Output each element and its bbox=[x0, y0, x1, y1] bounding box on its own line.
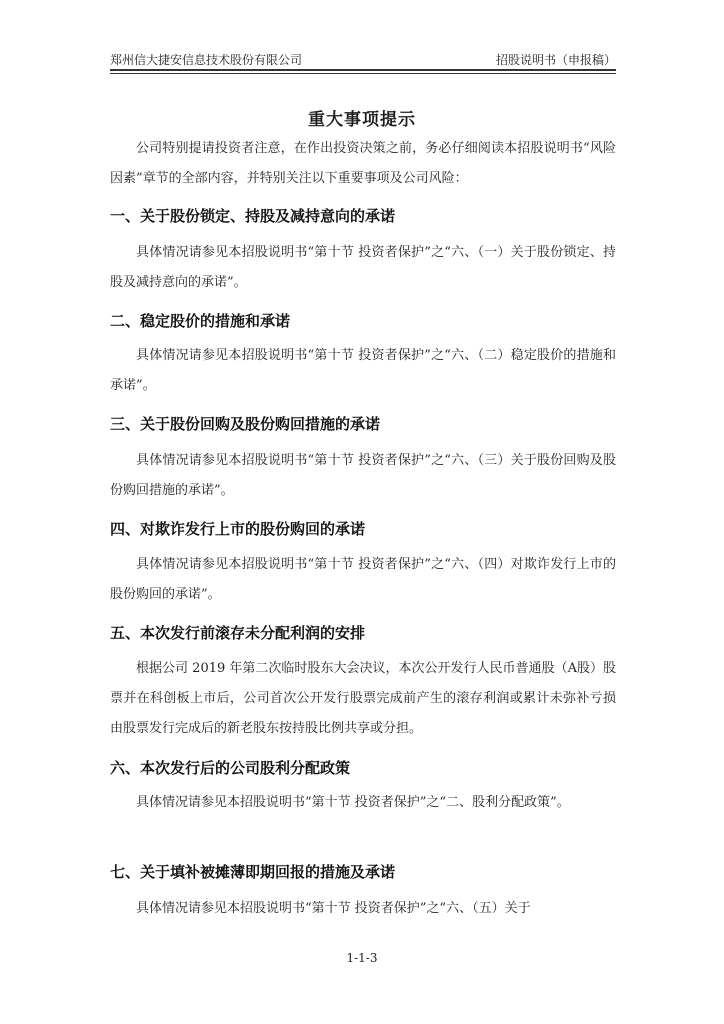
section-body-6: 具体情况请参见本招股说明书“第十节 投资者保护”之“二、股利分配政策”。 bbox=[136, 795, 570, 810]
section-heading-6: 六、本次发行后的公司股利分配政策 bbox=[110, 759, 351, 777]
section-heading-5: 五、本次发行前滚存未分配利润的安排 bbox=[110, 624, 366, 642]
section-heading-1: 一、关于股份锁定、持股及减持意向的承诺 bbox=[110, 207, 396, 225]
page-title: 重大事项提示 bbox=[308, 110, 416, 131]
intro-paragraph: 公司特别提请投资者注意，在作出投资决策之前，务必仔细阅读本招股说明书“风险因素”章节的全部内容，并特别关注以下重要事项及公司风险： bbox=[110, 141, 616, 186]
section-heading-7: 七、关于填补被摊薄即期回报的措施及承诺 bbox=[110, 863, 396, 881]
page-header bbox=[110, 52, 616, 68]
page-number: 1-1-3 bbox=[346, 951, 378, 965]
header-divider bbox=[110, 69, 616, 71]
header-document-type: 招股说明书（申报稿） bbox=[495, 53, 616, 67]
section-body-1: 具体情况请参见本招股说明书“第十节 投资者保护”之“六、（一）关于股份锁定、持股及减持意向的承诺”。 bbox=[110, 245, 616, 290]
section-body-2: 具体情况请参见本招股说明书“第十节 投资者保护”之“六、（二）稳定股价的措施和承诺”。 bbox=[110, 348, 616, 393]
section-body-3: 具体情况请参见本招股说明书“第十节 投资者保护”之“六、（三）关于股份回购及股份购回措施的承诺”。 bbox=[110, 453, 616, 498]
section-heading-2: 二、稳定股价的措施和承诺 bbox=[110, 312, 291, 330]
section-body-7: 具体情况请参见本招股说明书“第十节 投资者保护”之“六、（五）关于 bbox=[136, 901, 531, 916]
section-heading-3: 三、关于股份回购及股份购回措施的承诺 bbox=[110, 415, 381, 433]
header-company-name: 郑州信大捷安信息技术股份有限公司 bbox=[110, 53, 303, 67]
header-divider-thin bbox=[110, 73, 616, 74]
section-heading-4: 四、对欺诈发行上市的股份购回的承诺 bbox=[110, 520, 366, 538]
section-body-4: 具体情况请参见本招股说明书“第十节 投资者保护”之“六、（四）对欺诈发行上市的股份购回的承诺”。 bbox=[110, 557, 616, 602]
section-body-5: 根据公司 2019 年第二次临时股东大会决议，本次公开发行人民币普通股（A股）股票并在科创板上市后，公司首次公开发行股票完成前产生的滚存利润或累计未弥补亏损由股票发行完成后的新老股东按持股比例共享或分担。 bbox=[110, 661, 616, 736]
